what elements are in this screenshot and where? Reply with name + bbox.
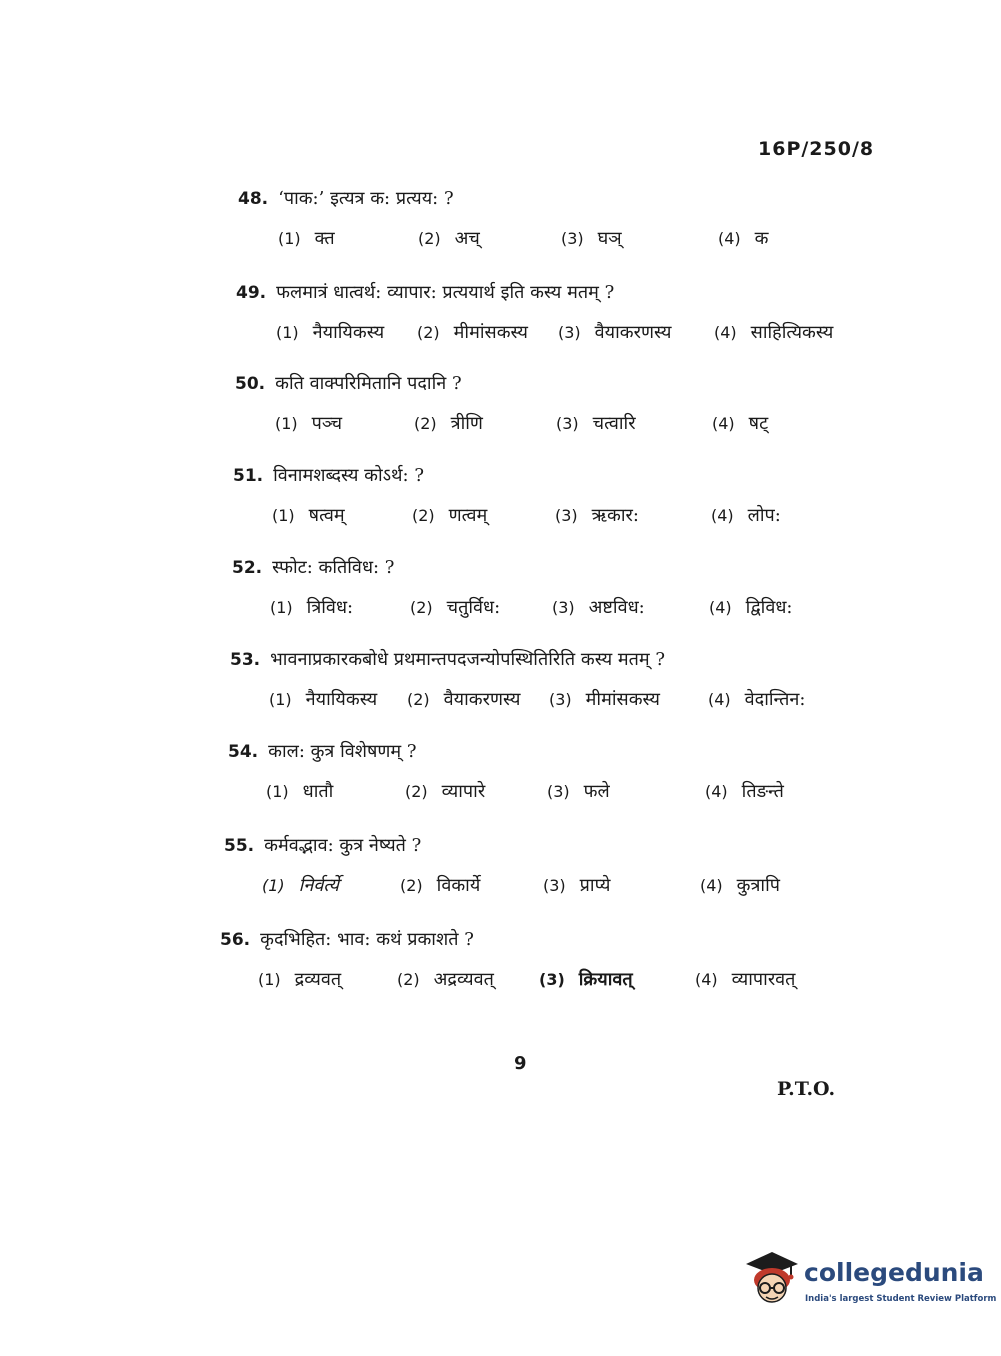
question-text: स्फोट: कतिविध: ? — [272, 557, 395, 578]
question-line — [230, 647, 665, 671]
question-line — [235, 371, 462, 395]
question-line — [236, 280, 614, 304]
options-row — [0, 873, 1001, 913]
question-line — [228, 739, 417, 763]
logo-wordmark: collegedunia — [804, 1258, 984, 1287]
question-number: 48. — [238, 189, 269, 209]
question-text: भावनाप्रकारकबोधे प्रथमान्तपदजन्योपस्थितिरिति कस्य मतम् ? — [270, 649, 666, 670]
option-3: (3) ऋकार: — [555, 505, 639, 526]
option-3: (3) चत्वारि — [556, 413, 636, 434]
options-row — [0, 779, 1001, 819]
question-53 — [0, 647, 1001, 737]
question-text: ‘पाक:’ इत्यत्र क: प्रत्यय: ? — [278, 188, 454, 209]
option-1: (1) निर्वर्त्ये — [262, 875, 339, 896]
options-row — [0, 320, 1001, 360]
option-2: (2) अच् — [418, 228, 480, 249]
question-text: कर्मवद्भाव: कुत्र नेष्यते ? — [264, 835, 422, 856]
option-2: (2) मीमांसकस्य — [417, 322, 528, 343]
option-4: (4) तिङन्ते — [705, 781, 784, 802]
question-line — [233, 463, 424, 487]
question-line — [220, 927, 474, 951]
option-3: (3) अष्टविध: — [552, 597, 645, 618]
question-text: विनामशब्दस्य कोऽर्थ: ? — [273, 465, 424, 486]
question-48 — [0, 186, 1001, 276]
option-1: (1) षत्वम् — [272, 505, 345, 526]
question-52 — [0, 555, 1001, 645]
option-3: (3) मीमांसकस्य — [549, 689, 660, 710]
mascot-icon — [742, 1250, 802, 1312]
option-2: (2) वैयाकरणस्य — [407, 689, 521, 710]
options-row — [0, 411, 1001, 451]
logo-tagline: India's largest Student Review Platform — [805, 1294, 997, 1304]
option-4: (4) वेदान्तिन: — [708, 689, 806, 710]
option-2: (2) त्रीणि — [414, 413, 483, 434]
option-4: (4) साहित्यिकस्य — [714, 322, 834, 343]
options-row — [0, 595, 1001, 635]
question-text: कति वाक्परिमितानि पदानि ? — [275, 373, 462, 394]
paper-code: 16P/250/8 — [758, 138, 875, 160]
option-1: (1) त्रिविध: — [270, 597, 354, 618]
option-2: (2) णत्वम् — [412, 505, 488, 526]
option-4: (4) कुत्रापि — [700, 875, 780, 896]
question-number: 56. — [220, 930, 251, 950]
option-4: (4) व्यापारवत् — [695, 969, 796, 990]
pto-label: P.T.O. — [777, 1078, 836, 1100]
question-line — [224, 833, 421, 857]
option-2: (2) विकार्ये — [400, 875, 481, 896]
question-49 — [0, 280, 1001, 370]
question-55 — [0, 833, 1001, 923]
option-3: (3) क्रियावत् — [539, 969, 633, 990]
question-number: 50. — [235, 374, 266, 394]
question-line — [232, 555, 394, 579]
option-3: (3) वैयाकरणस्य — [558, 322, 672, 343]
option-1: (1) द्रव्यवत् — [258, 969, 342, 990]
option-2: (2) अद्रव्यवत् — [397, 969, 494, 990]
option-3: (3) फले — [547, 781, 610, 802]
question-number: 54. — [228, 742, 259, 762]
question-number: 49. — [236, 283, 267, 303]
option-4: (4) लोप: — [711, 505, 781, 526]
options-row — [0, 503, 1001, 543]
question-number: 53. — [230, 650, 261, 670]
question-text: काल: कुत्र विशेषणम् ? — [268, 741, 417, 762]
question-number: 51. — [233, 466, 264, 486]
question-line — [238, 186, 454, 210]
option-1: (1) क्त — [278, 228, 335, 249]
option-3: (3) प्राप्ये — [543, 875, 611, 896]
question-number: 55. — [224, 836, 255, 856]
option-3: (3) घञ् — [561, 228, 622, 249]
option-4: (4) द्विविध: — [709, 597, 793, 618]
question-number: 52. — [232, 558, 263, 578]
question-text: कृदभिहित: भाव: कथं प्रकाशते ? — [260, 929, 474, 950]
option-1: (1) नैयायिकस्य — [276, 322, 385, 343]
option-4: (4) क — [718, 228, 769, 249]
option-1: (1) नैयायिकस्य — [269, 689, 378, 710]
collegedunia-logo — [742, 1250, 997, 1312]
options-row — [0, 226, 1001, 266]
question-50 — [0, 371, 1001, 461]
option-1: (1) धातौ — [266, 781, 334, 802]
page-number: 9 — [514, 1053, 527, 1074]
option-2: (2) चतुर्विध: — [410, 597, 501, 618]
option-4: (4) षट् — [712, 413, 769, 434]
question-56 — [0, 927, 1001, 1017]
question-54 — [0, 739, 1001, 829]
question-51 — [0, 463, 1001, 553]
question-text: फलमात्रं धात्वर्थ: व्यापार: प्रत्ययार्थ इति कस्य मतम् ? — [276, 282, 615, 303]
option-1: (1) पञ्च — [275, 413, 343, 434]
options-row — [0, 687, 1001, 727]
option-2: (2) व्यापारे — [405, 781, 486, 802]
options-row — [0, 967, 1001, 1007]
